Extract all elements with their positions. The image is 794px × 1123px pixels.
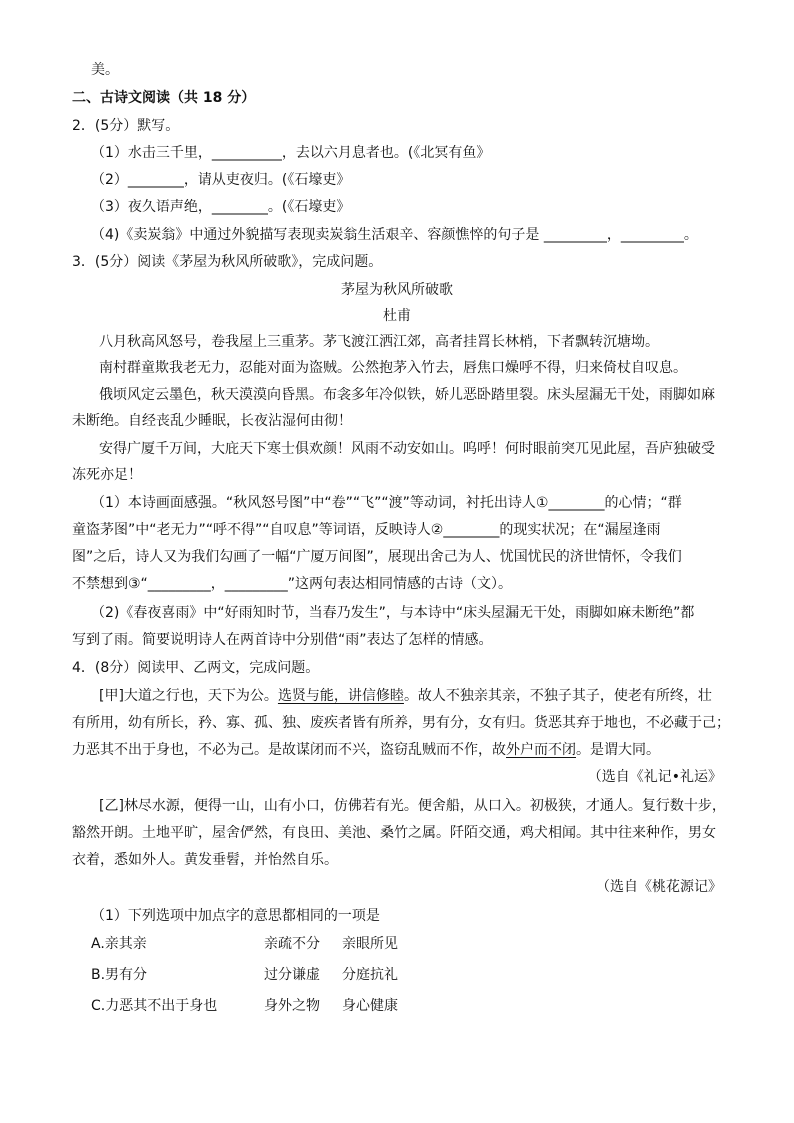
- passage-jia-line: [72, 740, 660, 760]
- q4-stem: 4．(8分）阅读甲、乙两文，完成问题。: [72, 660, 320, 676]
- option-c: C.力恶其不出于身也: [91, 998, 218, 1014]
- passage-yi-line: 衣着，悉如外人。黄发垂髫，并怡然自乐。: [72, 852, 338, 868]
- poem-line: 安得广厦千万间，大庇天下寒士俱欢颜！风雨不动安如山。呜呼！何时眼前突兀见此屋，吾庐独破受: [99, 441, 715, 457]
- option-word: 身心健康: [342, 998, 398, 1014]
- section-title: 二、古诗文阅读（共 18 分）: [72, 90, 256, 106]
- passage-jia-line: [99, 686, 712, 706]
- passage-yi-line: 豁然开朗。土地平旷，屋舍俨然，有良田、美池、桑竹之属。阡陌交通，鸡犬相闻。其中往来种作，男女: [72, 825, 716, 841]
- q4-sub1-stem: （1）下列选项中加点字的意思都相同的一项是: [91, 908, 380, 924]
- q2-item: （4)《卖炭翁》中通过外貌描写表现卖炭翁生活艰辛、容颜憔悴的句子是 _________，_________。: [91, 227, 698, 243]
- yi-source: （选自《桃花源记》: [596, 879, 722, 895]
- jia-text: 。故人不独亲其亲，不独子其子，使老有所终，壮: [403, 688, 712, 704]
- q3-sub1-line: 童盗茅图”中“老无力”“呼不得”“自叹息”等词语，反映诗人②________的现实状况；在“漏屋逢雨: [72, 522, 661, 538]
- option-word: 身外之物: [264, 998, 320, 1014]
- poem-line: 南村群童欺我老无力，忍能对面为盗贼。公然抱茅入竹去，唇焦口燥呼不得，归来倚杖自叹息。: [99, 360, 687, 376]
- q3-sub2-line: （2)《春夜喜雨》中“好雨知时节，当春乃发生”，与本诗中“床头屋漏无干处，雨脚如麻未断绝”都: [91, 605, 695, 621]
- option-word: 过分谦虚: [264, 967, 320, 983]
- q3-sub2-line: 写到了雨。简要说明诗人在两首诗中分别借“雨”表达了怎样的情感。: [72, 632, 493, 648]
- jia-text: [甲]大道之行也，天下为公。: [99, 688, 278, 704]
- q3-stem: 3．(5分）阅读《茅屋为秋风所破歌》，完成问题。: [72, 254, 383, 270]
- q3-sub1-line: 不禁想到③“_________，_________”这两句表达相同情感的古诗（文）。: [72, 576, 513, 592]
- poem-line: 俄顷风定云墨色，秋天漠漠向昏黑。布衾多年冷似铁，娇儿恶卧踏里裂。床头屋漏无干处，雨脚如麻: [99, 387, 715, 403]
- q2-item: （2）________，请从吏夜归。(《石壕吏》: [91, 172, 351, 188]
- continued-text: 美。: [91, 62, 119, 78]
- q3-sub1-line: （1）本诗画面感强。“秋风怒号图”中“卷”“飞”“渡”等动词，衬托出诗人①________的心情；“群: [91, 495, 682, 511]
- poem-author: 杜甫: [383, 308, 411, 324]
- passage-yi-line: [乙]林尽水源，便得一山，山有小口，仿佛若有光。便舍船，从口入。初极狭，才通人。复行数十步，: [99, 798, 726, 814]
- option-word: 亲眼所见: [342, 936, 398, 952]
- q2-item: （3）夜久语声绝，________。(《石壕吏》: [91, 199, 351, 215]
- q2-item: （1）水击三千里，__________，去以六月息者也。(《北冥有鱼》: [91, 145, 491, 161]
- option-word: 亲疏不分: [264, 936, 320, 952]
- jia-text: 力恶其不出于身也，不必为己。是故谋闭而不兴，盗窃乱贼而不作，故: [72, 742, 506, 758]
- jia-source: （选自《礼记•礼运》: [587, 769, 722, 785]
- option-a: A.亲其亲: [91, 936, 147, 952]
- poem-line: 八月秋高风怒号，卷我屋上三重茅。茅飞渡江洒江郊，高者挂罥长林梢，下者飘转沉塘坳。: [99, 334, 659, 350]
- poem-title: 茅屋为秋风所破歌: [341, 282, 453, 298]
- jia-underlined-phrase: 外户而不闭: [506, 742, 576, 758]
- jia-text: 。是谓大同。: [576, 742, 660, 758]
- passage-jia-line: 有所用，幼有所长，矜、寡、孤、独、废疾者皆有所养，男有分，女有归。货恶其弃于地也，不必藏于己；: [72, 715, 730, 731]
- q2-stem: 2．(5分）默写。: [72, 118, 180, 134]
- poem-line: 未断绝。自经丧乱少睡眠，长夜沾湿何由彻！: [72, 413, 352, 429]
- poem-line: 冻死亦足！: [72, 467, 142, 483]
- option-b: B.男有分: [91, 967, 148, 983]
- q3-sub1-line: 图”之后，诗人又为我们勾画了一幅“广厦万间图”，展现出舍己为人、忧国忧民的济世情怀，令我们: [72, 549, 682, 565]
- jia-underlined-phrase: 选贤与能，讲信修睦: [277, 688, 404, 704]
- option-word: 分庭抗礼: [342, 967, 398, 983]
